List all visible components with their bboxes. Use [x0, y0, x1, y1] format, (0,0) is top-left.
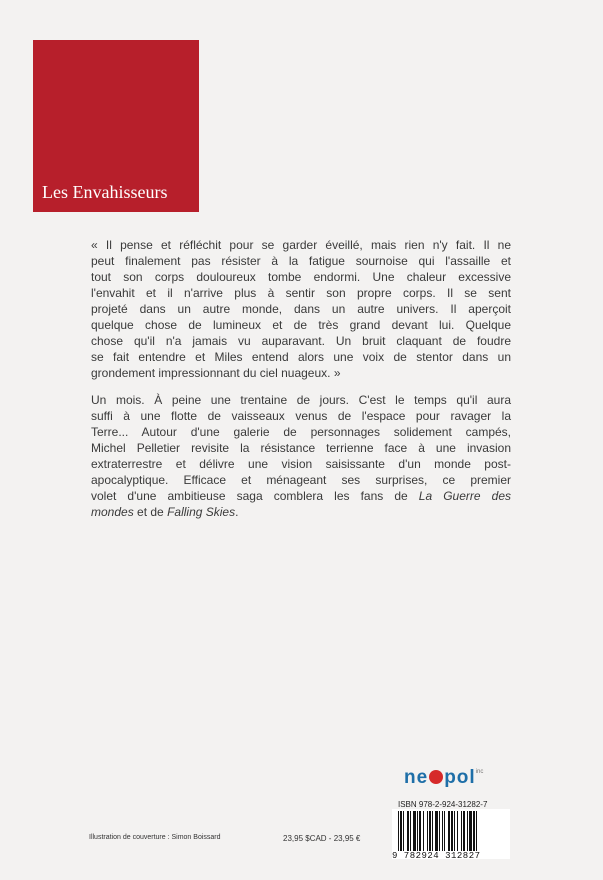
text-line: chose qu'il n'a jamais vu auparavant. Un bruit claquant de foudre: [91, 334, 511, 348]
barcode-bar: [413, 811, 416, 851]
barcode-bar: [419, 811, 421, 851]
barcode: [392, 809, 510, 859]
barcode-bar: [398, 811, 399, 851]
barcode-bars-icon: [398, 811, 506, 851]
logo-superscript: inc: [475, 769, 484, 775]
publisher-logo: [404, 767, 483, 789]
text-line: « Il pense et réfléchit pour se garder éveillé, mais rien n'y fait. Il ne: [91, 238, 511, 252]
barcode-bar: [463, 811, 465, 851]
text-line: suffi à une flotte de vaisseaux venus de l'espace pour ravager la: [91, 409, 511, 423]
price: 23,95 $CAD - 23,95 €: [283, 834, 361, 843]
text-line: Un mois. À peine une trentaine de jours. C'est le temps qu'il aura: [91, 393, 511, 407]
text-line: Michel Pelletier revisite la résistance terrienne face à une invasion: [91, 441, 511, 455]
summary-paragraph: [91, 392, 511, 520]
barcode-bar: [427, 811, 428, 851]
show-title-italic: Falling Skies: [167, 505, 236, 519]
barcode-bar: [473, 811, 475, 851]
text-line: Terre... Autour d'une galerie de personnages solidement campés,: [91, 425, 511, 439]
barcode-bar: [442, 811, 443, 851]
barcode-bar: [451, 811, 453, 851]
barcode-bar: [403, 811, 404, 851]
barcode-bar: [400, 811, 402, 851]
text-line: peut finalement pas résister à la fatigue sournoise qui l'assaille et: [91, 254, 511, 268]
barcode-bar: [439, 811, 440, 851]
barcode-bar: [461, 811, 462, 851]
logo-text-suffix: pol: [444, 767, 476, 788]
cover-illustration-credit: Illustration de couverture : Simon Boissard: [89, 834, 221, 841]
barcode-bar: [432, 811, 433, 851]
barcode-bar: [444, 811, 445, 851]
text-line: apocalyptique. Efficace et ménageant ses surprises, ce premier: [91, 473, 511, 487]
text-line: se fait entendre et Miles entend alors une voix de stentor dans un: [91, 350, 511, 364]
text-line: l'envahit et il n'arrive plus à sentir son propre corps. Il se sent: [91, 286, 511, 300]
barcode-bar: [454, 811, 455, 851]
logo-text-prefix: ne: [404, 767, 429, 788]
text-line: extraterrestre et délivre une vision saisissante d'un monde post-: [91, 457, 511, 471]
text-segment: et de: [133, 505, 168, 519]
text-line: projeté dans un autre monde, dans un autre univers. Il aperçoit: [91, 302, 511, 316]
barcode-bar: [417, 811, 418, 851]
isbn-text: ISBN 978-2-924-31282-7: [398, 800, 488, 809]
barcode-bar: [457, 811, 458, 851]
quote-paragraph: [91, 237, 511, 381]
barcode-bar: [469, 811, 472, 851]
book-title: Les Envahisseurs: [42, 182, 168, 202]
barcode-bar: [410, 811, 411, 851]
barcode-number: 9 782924 312827: [392, 851, 481, 861]
text-line: [91, 504, 511, 520]
text-line: quelque chose de lumineux et de très grand devant lui. Quelque: [91, 318, 511, 332]
text-segment: volet d'une ambitieuse saga comblera les fans de: [91, 489, 419, 503]
text-line: tout son corps douloureux tombe endormi. Une chaleur excessive: [91, 270, 511, 284]
text-line: grondement impressionnant du ciel nuageux. »: [91, 366, 341, 380]
barcode-bar: [476, 811, 477, 851]
barcode-bar: [423, 811, 424, 851]
barcode-bar: [467, 811, 468, 851]
logo-red-dot-icon: [429, 770, 443, 784]
barcode-bar: [429, 811, 431, 851]
book-title-italic: La Guerre des: [418, 489, 511, 503]
text-segment: .: [235, 505, 239, 519]
barcode-bar: [407, 811, 409, 851]
text-line: [91, 488, 511, 504]
barcode-bar: [448, 811, 450, 851]
barcode-bar: [435, 811, 438, 851]
book-title-italic: mondes: [91, 505, 134, 519]
